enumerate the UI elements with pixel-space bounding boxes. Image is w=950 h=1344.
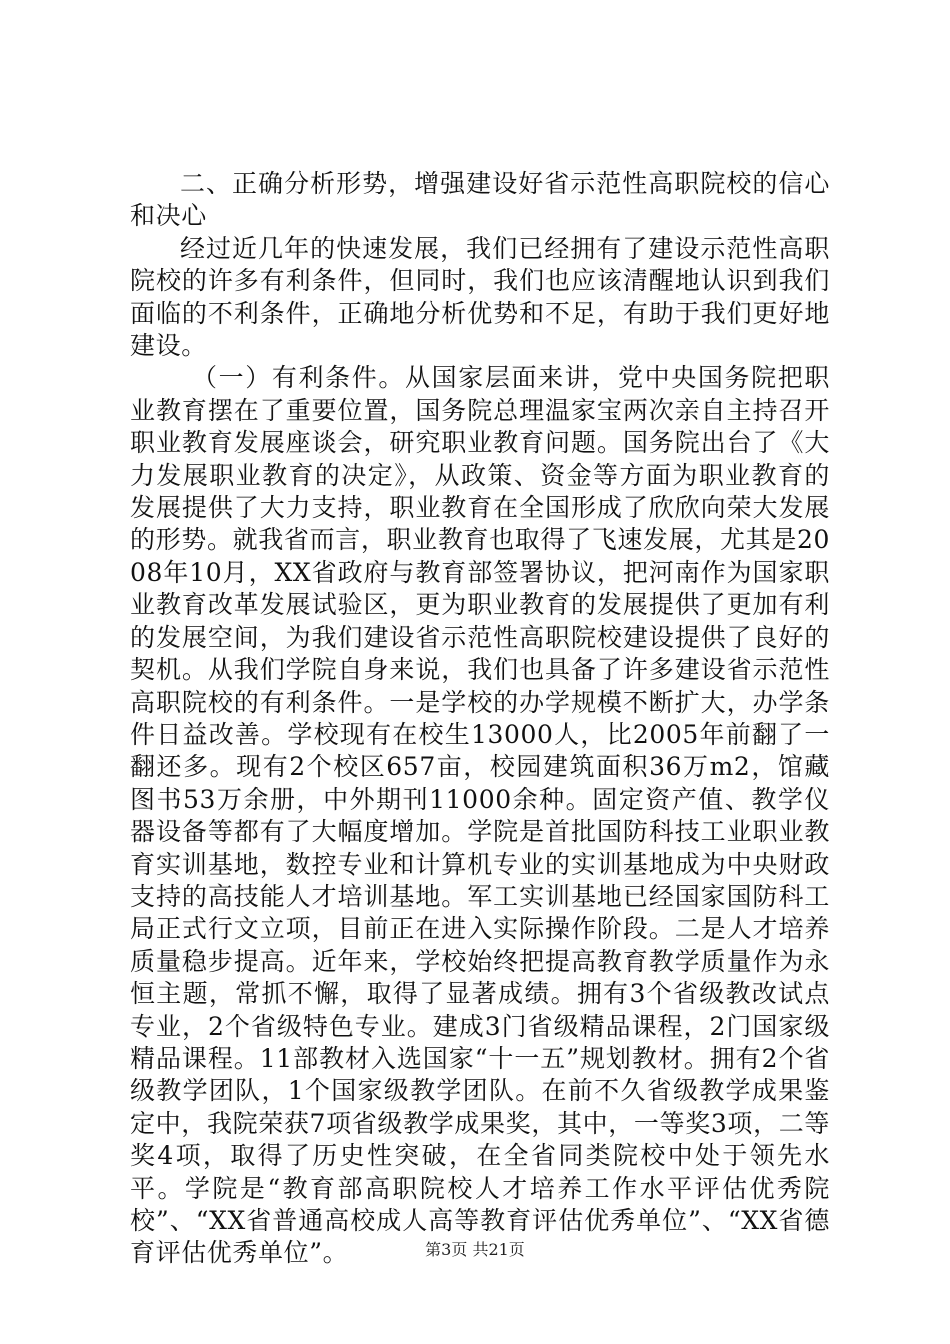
intro-paragraph: 经过近几年的快速发展，我们已经拥有了建设示范性高职院校的许多有利条件，但同时，我们也应该清醒地认识到我们面临的不利条件，正确地分析优势和不足，有助于我们更好地建设。 <box>130 233 830 361</box>
document-body <box>130 168 830 1270</box>
page-number-footer: 第3页 共21页 <box>425 1240 525 1259</box>
section-heading: 二、正确分析形势，增强建设好省示范性高职院校的信心和决心 <box>130 169 830 231</box>
favorable-conditions-paragraph: （一）有利条件。从国家层面来讲，党中央国务院把职业教育摆在了重要位置，国务院总理温家宝两次亲自主持召开职业教育发展座谈会，研究职业教育问题。国务院出台了《大力发展职业教育的决定》，从政策、资金等方面为职业教育的发展提供了大力支持，职业教育在全国形成了欣欣向荣大发展的形势。就我省而言，职业教育也取得了飞速发展，尤其是2008年10月，XX省政府与教育部签署协议，把河南作为国家职业教育改革发展试验区，更为职业教育的发展提供了更加有利的发展空间，为我们建设省示范性高职院校建设提供了良好的契机。从我们学院自身来说，我们也具备了许多建设省示范性高职院校的有利条件。一是学校的办学规模不断扩大，办学条件日益改善。学校现有在校生13000人，比2005年前翻了一翻还多。现有2个校区657亩，校园建筑面积36万m2，馆藏图书53万余册，中外期刊11000余种。固定资产值、教学仪器设备等都有了大幅度增加。学院是首批国防科技工业职业教育实训基地，数控专业和计算机专业的实训基地成为中央财政支持的高技能人才培训基地。军工实训基地已经国家国防科工局正式行文立项，目前正在进入实际操作阶段。二是人才培养质量稳步提高。近年来，学校始终把提高教育教学质量作为永恒主题，常抓不懈，取得了显著成绩。拥有3个省级教改试点专业，2个省级特色专业。建成3门省级精品课程，2门国家级精品课程。11部教材入选国家“十一五”规划教材。拥有2个省级教学团队，1个国家级教学团队。在前不久省级教学成果鉴定中，我院荣获7项省级教学成果奖，其中，一等奖3项，二等奖4项，取得了历史性突破，在全省同类院校中处于领先水平。学院是“教育部高职院校人才培养工作水平评估优秀院校”、“XX省普通高校成人高等教育评估优秀单位”、“XX省德育评估优秀单位”。 <box>130 363 830 1268</box>
